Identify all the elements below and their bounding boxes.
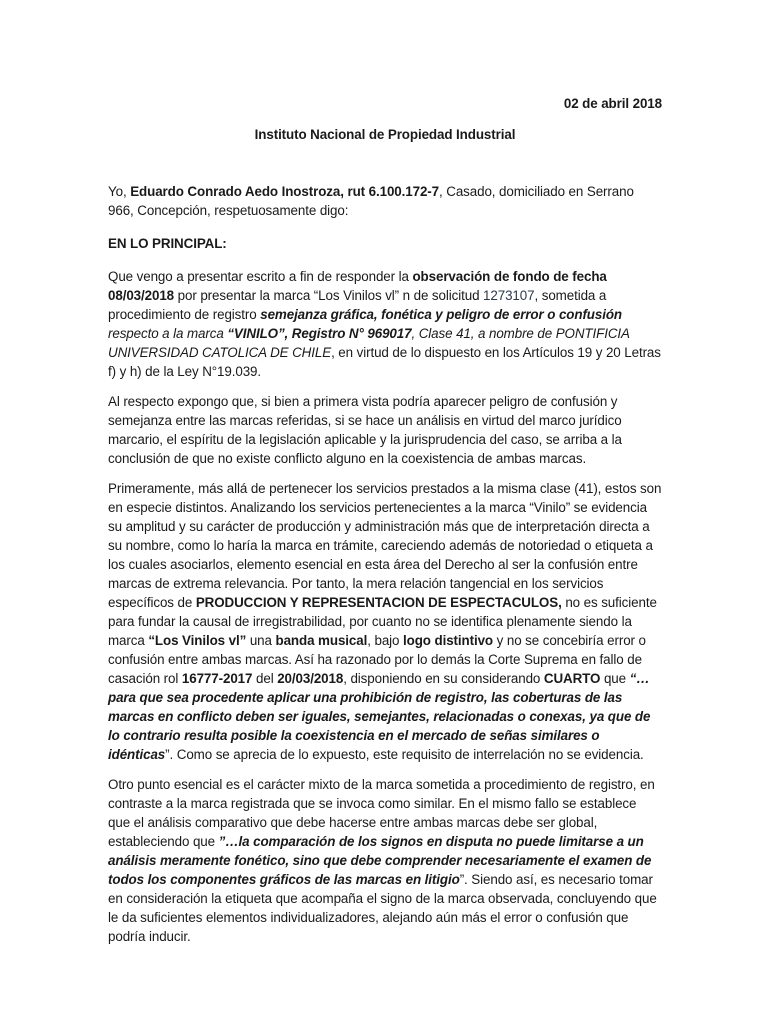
section-heading: EN LO PRINCIPAL:	[108, 236, 227, 251]
paragraph-principal: Que vengo a presentar escrito a fin de responder la observación de fondo de fecha 08/03/2018 por presentar la marca “Los Vinilos vl” n de solicitud 1273107, sometida a procedimiento de registro semejanza gráfica, fonética y peligro de error o confusión respecto a la marca “VINILO”, Registro N° 969017, Clase 41, a nombre de PONTIFICIA UNIVERSIDAD CATOLICA DE CHILE, en virtud de lo dispuesto en los Artículos 19 y 20 Letras f) y h) de la Ley N°19.039.	[108, 269, 661, 379]
paragraph-mixed-mark: Otro punto esencial es el carácter mixto de la marca sometida a procedimiento de registro, en contraste a la marca registrada que se invoca como similar. En el mismo fallo se establece que el análisis comparativo que debe hacerse entre ambas marcas debe ser global, estableciendo que ”…la comparación de los signos en disputa no puede limitarse a un análisis meramente fonético, sino que debe comprender necesariamente el examen de todos los componentes gráficos de las marcas en litigio”. Siendo así, es necesario tomar en consideración la etiqueta que acompaña el signo de la marca observada, concluyendo que le da suficientes elementos individualizadores, alejando aún más el error o confusión que podría inducir.	[108, 777, 657, 944]
document-date: 02 de abril 2018	[563, 96, 662, 111]
paragraph-services: Primeramente, más allá de pertenecer los servicios prestados a la misma clase (41), estos son en especie distintos. Analizando los servicios pertenecientes a la marca “Vinilo” se evidencia su amplitud y su carácter de producción y administración más que de interpretación directa a su nombre, como lo haría la marca en trámite, careciendo además de notoriedad o etiqueta a los cuales asociarlos, elemento esencial en esta área del Derecho al ser la confusión entre marcas de extrema relevancia. Por tanto, la mera relación tangencial en los servicios específicos de PRODUCCION Y REPRESENTACION DE ESPECTACULOS, no es suficiente para fundar la causal de irregistrabilidad, por cuanto no se identifica plenamente siendo la marca “Los Vinilos vl” una banda musical, bajo logo distintivo y no se concebiría error o confusión entre ambas marcas. Así ha razonado por lo demás la Corte Suprema en fallo de casación rol 16777-2017 del 20/03/2018, disponiendo en su considerando CUARTO que “… para que sea procedente aplicar una prohibición de registro, las coberturas de las marcas en conflicto deben ser iguales, semejantes, relacionadas o conexas, ya que de lo contrario resulta posible la coexistencia en el mercado de señas similares o idénticas”. Como se aprecia de lo expuesto, este requisito de interrelación no se evidencia.	[108, 481, 662, 762]
paragraph-analysis: Al respecto expongo que, si bien a primera vista podría aparecer peligro de confusión y semejanza entre las marcas referidas, si se hace un análisis en virtud del marco jurídico marcario, el espíritu de la legislación aplicable y la jurisprudencia del caso, se arriba a la conclusión de que no existe conflicto alguno en la coexistencia de ambas marcas.	[108, 394, 622, 466]
recipient-institution: Instituto Nacional de Propiedad Industrial	[254, 127, 516, 142]
petitioner-name: Eduardo Conrado Aedo Inostroza, rut 6.100.172-7	[130, 184, 440, 199]
application-number: 1273107	[483, 288, 535, 303]
intro-paragraph: Yo, Eduardo Conrado Aedo Inostroza, rut 6.100.172-7, Casado, domiciliado en Serrano 966, Concepción, respetuosamente digo:	[108, 184, 634, 218]
